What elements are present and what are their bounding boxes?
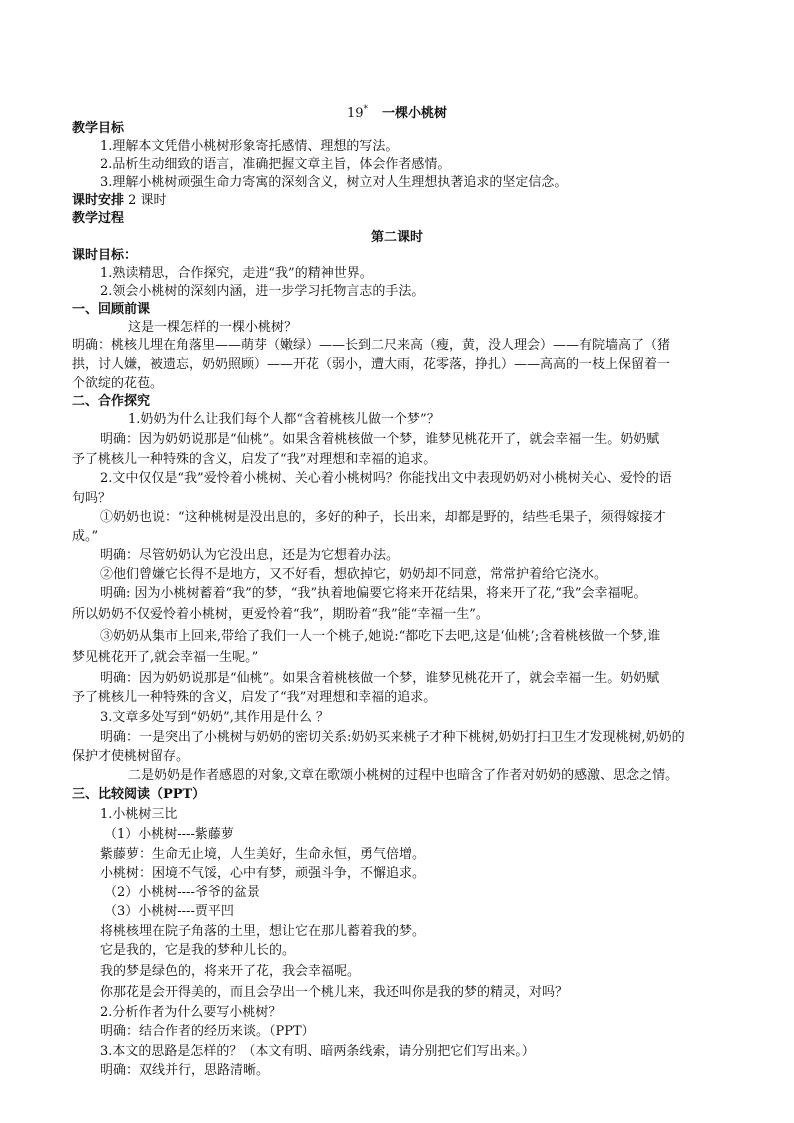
text-line: 明确：桃核儿埋在角落里——萌芽（嫩绿）——长到二尺来高（瘦，黄，没人理会）——有院墙高了（猪 bbox=[72, 338, 671, 353]
text-line: （1）小桃树----紫藤萝 bbox=[104, 827, 234, 842]
text-line: 1.小桃树三比 bbox=[100, 807, 178, 822]
section-heading: 三、比较阅读（PPT） bbox=[72, 787, 206, 802]
text-line: 它是我的，它是我的梦种儿长的。 bbox=[100, 943, 296, 958]
text-line: ②他们曾嫌它长得不是地方，又不好看，想砍掉它，奶奶却不同意，常常护着给它浇水。 bbox=[100, 567, 608, 582]
text-line: 明确：尽管奶奶认为它没出息，还是为它想着办法。 bbox=[100, 548, 400, 563]
text-line: 个欲绽的花苞。 bbox=[72, 376, 164, 391]
section-heading-goals: 教学目标 bbox=[72, 121, 125, 136]
text-line: ③奶奶从集市上回来,带给了我们一人一个桃子,她说:“都吃下去吧,这是‘仙桃’;含着桃核做一个梦,谁 bbox=[100, 629, 661, 644]
text-line: 成。” bbox=[72, 529, 99, 544]
text-line: 紫藤萝：生命无止境，人生美好，生命永恒，勇气倍增。 bbox=[100, 847, 426, 862]
text-line: 拱，讨人嫌，被遗忘，奶奶照顾）——开花（弱小，遭大雨，花零落，挣扎）——高高的一枝上保留着一 bbox=[72, 357, 671, 372]
text-line: 明确：因为奶奶说那是“仙桃”。如果含着桃核做一个梦，谁梦见桃花开了，就会幸福一生。奶奶赋 bbox=[100, 671, 660, 686]
text-line: 2.文中仅仅是“我”爱怜着小桃树、关心着小桃树吗？你能找出文中表现奶奶对小桃树关心、爱怜的语 bbox=[100, 471, 672, 486]
text-line: 你那花是会开得美的，而且会孕出一个桃儿来，我还叫你是我的梦的精灵，对吗？ bbox=[100, 985, 569, 1000]
text-line: 1.奶奶为什么让我们每个人都“含着桃核儿做一个梦”？ bbox=[128, 412, 440, 427]
text-line: 小桃树：困境不气馁，心中有梦，顽强斗争，不懈追求。 bbox=[100, 866, 426, 881]
text-line: 明确: 因为小桃树蓄着“我”的梦，“我”执着地偏要它将来开花结果，将来开了花,“我”会幸福呢。 bbox=[100, 586, 647, 601]
lesson-title bbox=[72, 100, 722, 120]
text-line: 3.文章多处写到“奶奶”,其作用是什么 ？ bbox=[100, 710, 329, 725]
goal-item: 1.理解本文凭借小桃树形象寄托感情、理想的写法。 bbox=[100, 139, 399, 154]
lesson-title-text: 一棵小桃树 bbox=[382, 106, 448, 120]
text-line: 明确：一是突出了小桃树与奶奶的密切关系:奶奶买来桃子才种下桃树,奶奶打扫卫生才发现桃树,奶奶的 bbox=[100, 730, 685, 745]
text-line: ①奶奶也说：“这种桃树是没出息的，多好的种子，长出来，却都是野的，结些毛果子，须得嫁接才 bbox=[100, 510, 666, 525]
text-line: 句吗？ bbox=[72, 491, 112, 506]
text-line: 3.本文的思路是怎样的？（本文有明、暗两条线索，请分别把它们写出来。） bbox=[100, 1044, 535, 1059]
text-line: 明确：结合作者的经历来谈。（PPT） bbox=[100, 1024, 315, 1039]
text-line: 明确：因为奶奶说那是“仙桃”。如果含着桃核做一个梦，谁梦见桃花开了，就会幸福一生。奶奶赋 bbox=[100, 432, 660, 447]
text-line: 这是一棵怎样的一棵小桃树？ bbox=[128, 320, 298, 335]
session-goal-item: 1.熟读精思，合作探究，走进“我”的精神世界。 bbox=[100, 266, 373, 281]
session-goal-item: 2.领会小桃树的深刻内涵，进一步学习托物言志的手法。 bbox=[100, 284, 425, 299]
schedule-line bbox=[72, 191, 722, 211]
schedule-label: 课时安排 bbox=[72, 193, 125, 208]
goal-item: 2.品析生动细致的语言，准确把握文章主旨，体会作者感情。 bbox=[100, 157, 451, 172]
text-line: 2.分析作者为什么要写小桃树？ bbox=[100, 1005, 282, 1020]
text-line: 予了桃核儿一种特殊的含义，启发了“我”对理想和幸福的追求。 bbox=[72, 690, 437, 705]
text-line: 明确：双线并行，思路清晰。 bbox=[100, 1063, 270, 1078]
text-line: 将桃核埋在院子角落的土里，想让它在那儿蓄着我的梦。 bbox=[100, 924, 426, 939]
goal-item: 3.理解小桃树顽强生命力寄寓的深刻含义，树立对人生理想执著追求的坚定信念。 bbox=[100, 175, 568, 190]
text-line: （2）小桃树----爷爷的盆景 bbox=[104, 885, 260, 900]
text-line: （3）小桃树----贾平凹 bbox=[104, 904, 234, 919]
session-goals-heading: 课时目标： bbox=[72, 248, 138, 263]
section-heading: 一、回顾前课 bbox=[72, 302, 151, 317]
lesson-number: 19* bbox=[346, 105, 369, 120]
text-line: 我的梦是绿色的，将来开了花，我会幸福呢。 bbox=[100, 964, 361, 979]
schedule-value: 2 课时 bbox=[128, 193, 167, 208]
section-heading-process: 教学过程 bbox=[72, 211, 125, 226]
text-line: 所以奶奶不仅爱怜着小桃树，更爱怜着“我”，期盼着“我”能“幸福一生”。 bbox=[72, 607, 489, 622]
text-line: 二是奶奶是作者感恩的对象,文章在歌颂小桃树的过程中也暗含了作者对奶奶的感激、思念之情。 bbox=[128, 768, 679, 783]
session-title: 第二课时 bbox=[370, 230, 423, 245]
text-line: 予了桃核儿一种特殊的含义，启发了“我”对理想和幸福的追求。 bbox=[72, 452, 437, 467]
text-line: 保护才使桃树留存。 bbox=[72, 749, 190, 764]
text-line: 梦见桃花开了,就会幸福一生呢。” bbox=[72, 650, 259, 665]
section-heading: 二、合作探究 bbox=[72, 394, 151, 409]
